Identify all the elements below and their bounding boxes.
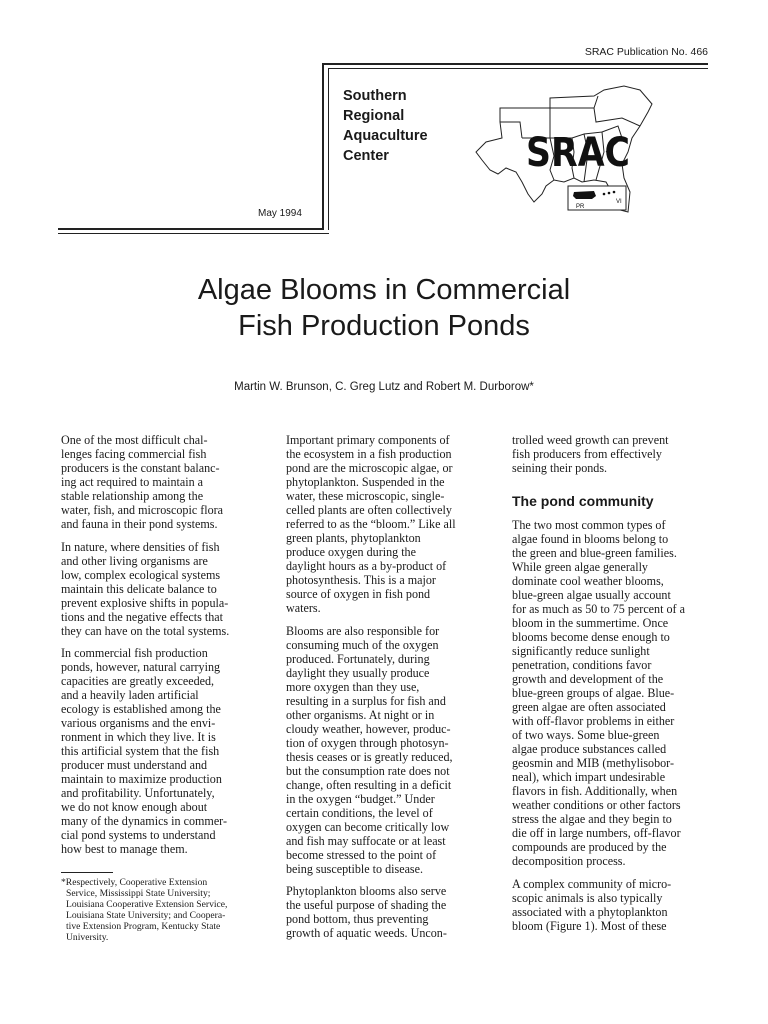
text-line: capacities are greatly exceeded, (61, 674, 215, 688)
section-heading: The pond community (512, 493, 654, 509)
text-line: referred to as the “bloom.” Like all (286, 517, 456, 531)
text-line: and other living organisms are (61, 553, 208, 568)
text-line: other organisms. At night or in (286, 707, 435, 722)
text-line: how best to manage them. (61, 842, 188, 856)
text-line: in the oxygen “budget.” Under (286, 791, 435, 806)
srac-logo-map (472, 82, 664, 222)
text-line: change, often resulting in a deficit (286, 777, 452, 792)
text-line: seining their ponds. (512, 461, 608, 475)
text-line: The two most common types of (512, 518, 666, 532)
text-line: trolled weed growth can prevent (512, 433, 669, 447)
center-name (343, 86, 428, 166)
center-name-line: Aquaculture (343, 128, 428, 144)
author-footnote (61, 877, 227, 943)
virgin-islands-dot (608, 192, 611, 195)
text-line: maintain this delicate balance to (61, 581, 217, 596)
footnote-line: tive Extension Program, Kentucky State (66, 921, 221, 932)
text-line: bloom in the summertime. Once (512, 616, 669, 630)
text-line: the green and blue-green families. (512, 546, 677, 560)
text-line: stable relationship among the (61, 489, 204, 503)
text-line: fish producers from effectively (512, 447, 662, 461)
text-line: certain conditions, the level of (286, 805, 433, 820)
text-line: daylight hours as a by-product of (286, 559, 447, 573)
text-line: photosynthesis. This is a major (286, 573, 436, 587)
text-line: of two ways. Some blue-green (512, 728, 660, 742)
footnote-line: University. (66, 932, 109, 943)
text-line: cloudy weather, however, produc- (286, 721, 451, 736)
footnote-line: *Respectively, Cooperative Extension (61, 877, 208, 888)
header-top-rule (322, 63, 708, 65)
virgin-islands-dot (603, 193, 606, 196)
text-line: green plants, phytoplankton (286, 531, 421, 545)
text-line: producers is the constant balanc- (61, 461, 220, 475)
center-name-line: Regional (343, 108, 405, 124)
header-top-rule-thin (328, 68, 708, 69)
text-line: pond bottom, thus preventing (286, 912, 429, 926)
text-line: daylight they usually produce (286, 665, 430, 680)
body-paragraph (286, 433, 486, 615)
title-line: Fish Production Ponds (238, 310, 530, 342)
header-vertical-rule-thin (328, 68, 329, 230)
text-line: pond are the microscopic algae, or (286, 461, 453, 475)
text-line: penetration, conditions favor (512, 658, 652, 672)
center-name-line: Southern (343, 88, 407, 104)
header-bottom-rule (58, 228, 324, 230)
footnote-rule (61, 872, 113, 873)
text-line: green algae are often associated (512, 700, 666, 714)
text-column-2 (286, 433, 486, 949)
text-line: waters. (286, 601, 321, 615)
body-paragraph (61, 540, 261, 638)
text-line: phytoplankton. Suspended in the (286, 475, 445, 489)
header-bottom-rule-thin (58, 233, 329, 234)
publication-date: May 1994 (258, 208, 302, 219)
text-line: and fish may suffocate or at least (286, 833, 446, 848)
text-line: water, fish, and microscopic flora (61, 503, 224, 517)
text-line: neal), which impart undesirable (512, 770, 666, 784)
text-line: Phytoplankton blooms also serve (286, 884, 447, 898)
text-line: blue-green algae usually account (512, 588, 671, 602)
text-line: In commercial fish production (61, 646, 208, 660)
text-line: source of oxygen in fish pond (286, 587, 431, 601)
text-line: maintain to maximize production (61, 772, 222, 786)
body-paragraph (286, 624, 486, 876)
text-line: become stressed to the point of (286, 847, 437, 862)
text-line: we do not know enough about (61, 800, 208, 814)
text-line: thesis ceases or is greatly reduced, (286, 749, 453, 764)
text-line: geosmin and MIB (methylisobor- (512, 756, 674, 770)
title-line: Algae Blooms in Commercial (197, 274, 571, 306)
text-line: algae found in blooms belong to (512, 532, 669, 546)
vi-label: VI (616, 199, 622, 205)
text-line: producer must understand and (61, 758, 208, 772)
text-line: ponds, however, natural carrying (61, 660, 221, 674)
text-line: with off-flavor problems in either (512, 714, 675, 728)
text-line: tion of oxygen through photosyn- (286, 735, 449, 750)
text-column-1 (61, 433, 261, 865)
body-paragraph (512, 518, 717, 868)
body-paragraph (512, 877, 717, 933)
text-line: associated with a phytoplankton (512, 904, 668, 919)
text-line: oxygen can become critically low (286, 819, 450, 834)
text-line: and profitability. Unfortunately, (61, 786, 215, 800)
text-line: blooms become dense enough to (512, 630, 670, 644)
text-line: various organisms and the envi- (61, 716, 216, 730)
text-line: more oxygen than they use, (286, 679, 420, 694)
text-line: being susceptible to disease. (286, 861, 424, 876)
text-line: While green algae generally (512, 560, 648, 574)
text-line: produce oxygen during the (286, 545, 416, 559)
text-column-3 (512, 433, 717, 941)
text-line: but the consumption rate does not (286, 763, 450, 778)
footnote-line: Louisiana State University; and Coopera- (66, 910, 226, 921)
text-line: weather conditions or other factors (512, 798, 681, 812)
text-line: In nature, where densities of fish (61, 539, 220, 554)
text-line: cial pond systems to understand (61, 828, 216, 842)
text-line: blue-green groups of algae. Blue- (512, 686, 675, 700)
text-line: prevent explosive shifts in popula- (61, 595, 229, 610)
text-line: flavors in fish. Additionally, when (512, 784, 678, 798)
text-line: the ecosystem in a fish production (286, 447, 452, 461)
text-line: they can have on the total systems. (61, 623, 230, 638)
pr-label: PR (576, 204, 585, 210)
text-line: celled plants are often collectively (286, 503, 452, 517)
puerto-rico-shape (573, 191, 596, 199)
text-line: for as much as 50 to 75 percent of a (512, 602, 685, 616)
virgin-islands-dot (613, 191, 616, 194)
text-line: and a heavily laden artificial (61, 688, 199, 702)
text-line: bloom (Figure 1). Most of these (512, 918, 667, 933)
text-line: Blooms are also responsible for (286, 623, 440, 638)
text-line: significantly reduce sunlight (512, 644, 650, 658)
text-line: decomposition process. (512, 854, 626, 868)
text-line: scopic animals is also typically (512, 890, 663, 905)
text-line: growth of aquatic weeds. Uncon- (286, 926, 447, 940)
text-line: ecology is established among the (61, 702, 221, 716)
footnote-line: Service, Mississippi State University; (66, 888, 211, 899)
text-line: Important primary components of (286, 433, 450, 447)
text-line: and fauna in their pond systems. (61, 517, 218, 531)
text-line: A complex community of micro- (512, 876, 672, 891)
text-line: growth and development of the (512, 672, 664, 686)
text-line: tions and the negative effects that (61, 609, 223, 624)
body-paragraph (286, 884, 486, 940)
text-line: low, complex ecological systems (61, 567, 221, 582)
text-line: consuming much of the oxygen (286, 637, 439, 652)
text-line: the useful purpose of shading the (286, 898, 447, 912)
text-line: ing act required to maintain a (61, 475, 204, 489)
body-paragraph (61, 646, 261, 856)
text-line: dominate cool weather blooms, (512, 574, 664, 588)
text-line: lenges facing commercial fish (61, 447, 207, 461)
header-vertical-rule (322, 63, 324, 230)
body-paragraph (512, 433, 717, 475)
text-line: compounds are produced by the (512, 840, 667, 854)
text-line: stress the algae and they begin to (512, 812, 672, 826)
footnote-line: Louisiana Cooperative Extension Service, (66, 899, 228, 910)
text-line: produced. Fortunately, during (286, 651, 430, 666)
text-line: algae produce substances called (512, 742, 667, 756)
text-line: this artificial system that the fish (61, 744, 220, 758)
authors-line: Martin W. Brunson, C. Greg Lutz and Robert M. Durborow* (234, 381, 534, 393)
text-line: resulting in a surplus for fish and (286, 693, 446, 708)
center-name-line: Center (343, 148, 389, 164)
text-line: water, these microscopic, single- (286, 489, 445, 503)
publication-number: SRAC Publication No. 466 (584, 46, 708, 58)
document-title (0, 272, 768, 344)
text-line: many of the dynamics in commer- (61, 814, 227, 828)
text-line: ronment in which they live. It is (61, 730, 216, 744)
text-line: One of the most difficult chal- (61, 433, 208, 447)
body-paragraph (61, 433, 261, 531)
srac-logo-text: SRAC (526, 130, 630, 176)
text-line: die off in large numbers, off-flavor (512, 826, 681, 840)
